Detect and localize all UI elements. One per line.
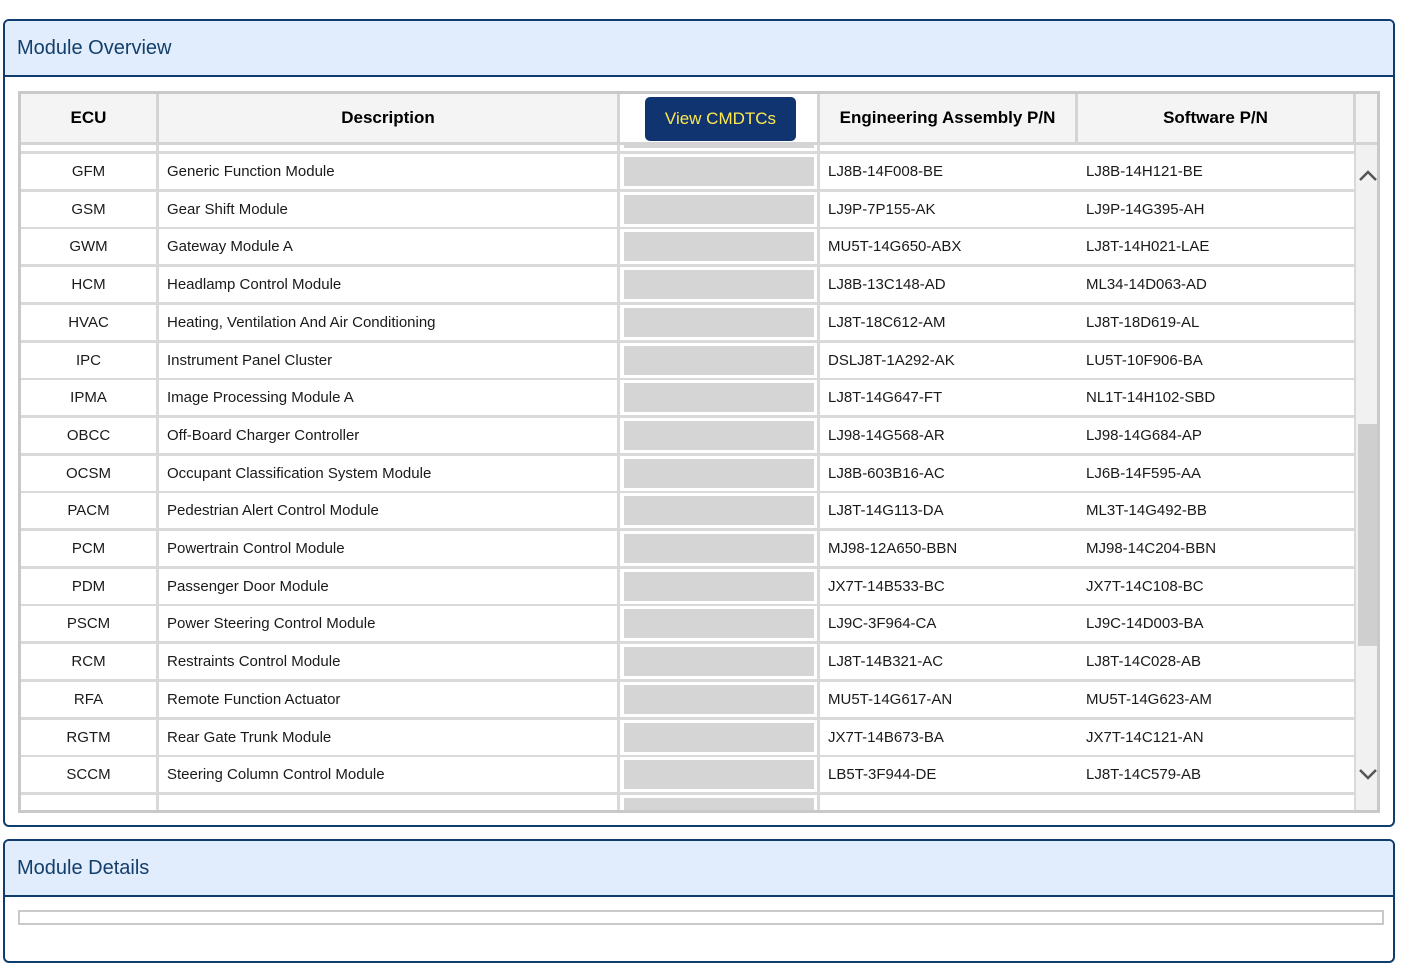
table-row[interactable] <box>21 644 1356 682</box>
ecu-cell: GWM <box>21 229 159 267</box>
table-row[interactable] <box>21 720 1356 758</box>
cmdtc-cell <box>620 267 820 305</box>
table-row[interactable] <box>21 456 1356 494</box>
cmdtc-cell <box>620 192 820 230</box>
column-header-software[interactable]: Software P/N <box>1078 94 1356 145</box>
software-pn-cell <box>1078 145 1356 154</box>
table-row[interactable] <box>21 531 1356 569</box>
ecu-cell: RGTM <box>21 720 159 758</box>
column-header-spacer <box>1356 94 1380 145</box>
ecu-cell: PDM <box>21 569 159 607</box>
cmdtc-cell <box>620 682 820 720</box>
cmdtc-slot[interactable] <box>624 346 814 375</box>
cmdtc-cell <box>620 456 820 494</box>
column-header-engineering-assembly[interactable]: Engineering Assembly P/N <box>820 94 1078 145</box>
engineering-pn-cell: LJ8B-14F008-BE <box>820 154 1081 192</box>
engineering-pn-cell: LJ8T-14G647-FT <box>820 380 1081 418</box>
cmdtc-slot[interactable] <box>624 195 814 224</box>
table-row[interactable] <box>21 569 1356 607</box>
engineering-pn-cell: DSLJ8T-1A292-AK <box>820 343 1081 381</box>
chevron-down-icon[interactable] <box>1356 763 1380 787</box>
cmdtc-slot[interactable] <box>624 145 814 148</box>
description-cell: Off-Board Charger Controller <box>159 418 620 456</box>
ecu-cell: IPMA <box>21 380 159 418</box>
description-cell: Power Steering Control Module <box>159 606 620 644</box>
engineering-pn-cell: MU5T-14G650-ABX <box>820 229 1081 267</box>
description-cell: Instrument Panel Cluster <box>159 343 620 381</box>
software-pn-cell: LJ98-14G684-AP <box>1078 418 1356 456</box>
ecu-cell: HVAC <box>21 305 159 343</box>
module-details-title: Module Details <box>17 856 150 879</box>
software-pn-cell: JX7T-14C121-AN <box>1078 720 1356 758</box>
table-row-partial[interactable] <box>21 795 1356 813</box>
ecu-cell: GSM <box>21 192 159 230</box>
cmdtc-slot[interactable] <box>624 421 814 450</box>
module-details-content <box>18 910 1384 925</box>
engineering-pn-cell: MU5T-14G617-AN <box>820 682 1081 720</box>
cmdtc-cell <box>620 343 820 381</box>
cmdtc-slot[interactable] <box>624 760 814 789</box>
engineering-pn-cell: LJ8T-18C612-AM <box>820 305 1081 343</box>
cmdtc-cell <box>620 418 820 456</box>
ecu-cell: PACM <box>21 493 159 531</box>
engineering-pn-cell <box>820 795 1081 813</box>
cmdtc-cell <box>620 154 820 192</box>
software-pn-cell: JX7T-14C108-BC <box>1078 569 1356 607</box>
ecu-cell: PCM <box>21 531 159 569</box>
software-pn-cell: LJ8T-18D619-AL <box>1078 305 1356 343</box>
table-row[interactable] <box>21 493 1356 531</box>
engineering-pn-cell: LJ8B-603B16-AC <box>820 456 1081 494</box>
module-details-panel <box>3 839 1395 963</box>
engineering-pn-cell: LJ9C-3F964-CA <box>820 606 1081 644</box>
software-pn-cell: LJ6B-14F595-AA <box>1078 456 1356 494</box>
engineering-pn-cell: LJ9P-7P155-AK <box>820 192 1081 230</box>
description-cell: Gateway Module A <box>159 229 620 267</box>
engineering-pn-cell: LJ98-14G568-AR <box>820 418 1081 456</box>
cmdtc-cell <box>620 531 820 569</box>
table-scrollbar[interactable] <box>1356 145 1380 813</box>
description-cell: Remote Function Actuator <box>159 682 620 720</box>
description-cell: Heating, Ventilation And Air Conditioning <box>159 305 620 343</box>
cmdtc-slot[interactable] <box>624 723 814 752</box>
table-row[interactable] <box>21 418 1356 456</box>
ecu-cell: PSCM <box>21 606 159 644</box>
ecu-cell: GFM <box>21 154 159 192</box>
module-details-header <box>5 841 1393 897</box>
software-pn-cell: MU5T-14G623-AM <box>1078 682 1356 720</box>
cmdtc-slot[interactable] <box>624 534 814 563</box>
cmdtc-slot[interactable] <box>624 572 814 601</box>
module-overview-panel <box>3 19 1395 827</box>
scrollbar-thumb[interactable] <box>1358 424 1378 646</box>
software-pn-cell: NL1T-14H102-SBD <box>1078 380 1356 418</box>
cmdtc-slot[interactable] <box>624 308 814 337</box>
cmdtc-cell <box>620 305 820 343</box>
ecu-cell <box>21 145 159 154</box>
engineering-pn-cell: LB5T-3F944-DE <box>820 757 1081 795</box>
description-cell: Headlamp Control Module <box>159 267 620 305</box>
software-pn-cell: LJ8T-14C579-AB <box>1078 757 1356 795</box>
engineering-pn-cell: LJ8B-13C148-AD <box>820 267 1081 305</box>
cmdtc-cell <box>620 795 820 813</box>
cmdtc-cell <box>620 380 820 418</box>
ecu-cell: RFA <box>21 682 159 720</box>
cmdtc-cell <box>620 606 820 644</box>
software-pn-cell: LJ9C-14D003-BA <box>1078 606 1356 644</box>
cmdtc-slot[interactable] <box>624 232 814 261</box>
cmdtc-slot[interactable] <box>624 459 814 488</box>
cmdtc-cell <box>620 644 820 682</box>
engineering-pn-cell: LJ8T-14B321-AC <box>820 644 1081 682</box>
description-cell <box>159 145 620 154</box>
table-row[interactable] <box>21 154 1356 192</box>
table-row[interactable] <box>21 682 1356 720</box>
view-cmdtcs-button[interactable]: View CMDTCs <box>645 97 796 141</box>
software-pn-cell: LJ8T-14C028-AB <box>1078 644 1356 682</box>
software-pn-cell: LJ9P-14G395-AH <box>1078 192 1356 230</box>
cmdtc-cell <box>620 757 820 795</box>
software-pn-cell: LJ8T-14H021-LAE <box>1078 229 1356 267</box>
ecu-cell: OCSM <box>21 456 159 494</box>
table-row[interactable] <box>21 343 1356 381</box>
table-row[interactable] <box>21 606 1356 644</box>
table-row[interactable] <box>21 192 1356 230</box>
software-pn-cell: ML34-14D063-AD <box>1078 267 1356 305</box>
table-row[interactable] <box>21 305 1356 343</box>
cmdtc-cell <box>620 229 820 267</box>
description-cell: Powertrain Control Module <box>159 531 620 569</box>
cmdtc-slot[interactable] <box>624 609 814 638</box>
cmdtc-slot[interactable] <box>624 647 814 676</box>
table-body <box>21 145 1356 813</box>
cmdtc-cell <box>620 569 820 607</box>
software-pn-cell: LU5T-10F906-BA <box>1078 343 1356 381</box>
description-cell: Passenger Door Module <box>159 569 620 607</box>
ecu-cell: IPC <box>21 343 159 381</box>
software-pn-cell <box>1078 795 1356 813</box>
ecu-cell: HCM <box>21 267 159 305</box>
cmdtc-cell <box>620 145 820 154</box>
cmdtc-slot[interactable] <box>624 270 814 299</box>
description-cell: Occupant Classification System Module <box>159 456 620 494</box>
description-cell: Rear Gate Trunk Module <box>159 720 620 758</box>
cmdtc-slot[interactable] <box>624 496 814 525</box>
description-cell: Restraints Control Module <box>159 644 620 682</box>
cmdtc-slot[interactable] <box>624 798 814 813</box>
module-table <box>18 91 1380 813</box>
description-cell <box>159 795 620 813</box>
column-header-ecu[interactable]: ECU <box>21 94 159 145</box>
module-overview-title: Module Overview <box>17 36 172 59</box>
description-cell: Steering Column Control Module <box>159 757 620 795</box>
cmdtc-cell <box>620 720 820 758</box>
engineering-pn-cell: MJ98-12A650-BBN <box>820 531 1081 569</box>
ecu-cell: RCM <box>21 644 159 682</box>
engineering-pn-cell: LJ8T-14G113-DA <box>820 493 1081 531</box>
engineering-pn-cell <box>820 145 1081 154</box>
description-cell: Pedestrian Alert Control Module <box>159 493 620 531</box>
ecu-cell <box>21 795 159 813</box>
table-row-partial[interactable] <box>21 145 1356 154</box>
ecu-cell: SCCM <box>21 757 159 795</box>
engineering-pn-cell: JX7T-14B673-BA <box>820 720 1081 758</box>
description-cell: Gear Shift Module <box>159 192 620 230</box>
cmdtc-cell <box>620 493 820 531</box>
column-header-description[interactable]: Description <box>159 94 620 145</box>
table-row[interactable] <box>21 267 1356 305</box>
description-cell: Generic Function Module <box>159 154 620 192</box>
cmdtc-slot[interactable] <box>624 685 814 714</box>
ecu-cell: OBCC <box>21 418 159 456</box>
cmdtc-slot[interactable] <box>624 383 814 412</box>
software-pn-cell: LJ8B-14H121-BE <box>1078 154 1356 192</box>
description-cell: Image Processing Module A <box>159 380 620 418</box>
software-pn-cell: ML3T-14G492-BB <box>1078 493 1356 531</box>
table-row[interactable] <box>21 757 1356 795</box>
chevron-up-icon[interactable] <box>1356 163 1380 187</box>
module-overview-header <box>5 21 1393 77</box>
table-row[interactable] <box>21 380 1356 418</box>
cmdtc-slot[interactable] <box>624 157 814 186</box>
table-row[interactable] <box>21 229 1356 267</box>
software-pn-cell: MJ98-14C204-BBN <box>1078 531 1356 569</box>
engineering-pn-cell: JX7T-14B533-BC <box>820 569 1081 607</box>
